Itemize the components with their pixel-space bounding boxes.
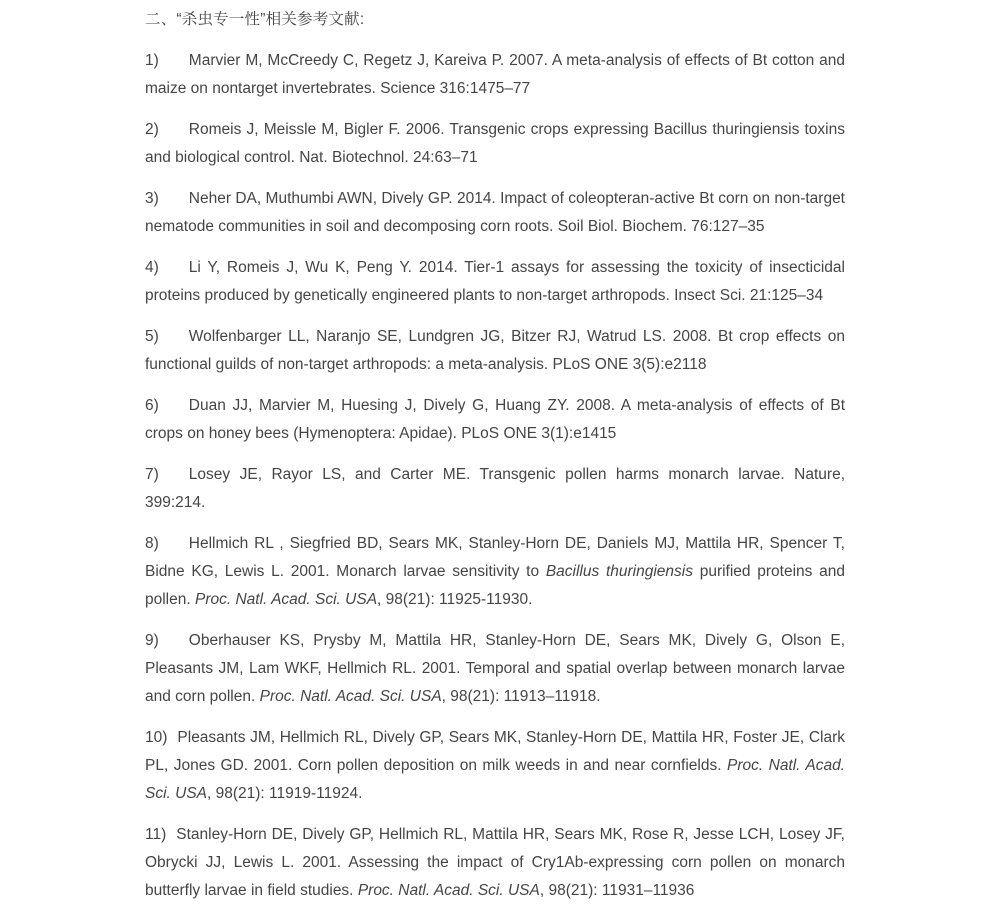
reference-number: 8) — [145, 535, 159, 552]
reference-number: 2) — [145, 121, 159, 138]
reference-number: 3) — [145, 190, 159, 207]
number-text-gap — [159, 478, 189, 479]
reference-text: , 98(21): 11931–11936 — [539, 882, 695, 899]
reference-text-italic: Bacillus thuringiensis — [545, 563, 693, 580]
reference-number: 10) — [145, 729, 168, 746]
reference-text-italic: Proc. Natl. Acad. Sci. USA — [194, 591, 378, 608]
reference-text: Neher DA, Muthumbi AWN, Dively GP. 2014. Impact of coleopteran-active Bt corn on non-target nematode communities in soil and decomposing corn roots. Soil Biol. Biochem. 76:127–35 — [145, 190, 845, 235]
reference-text: Stanley-Horn DE, Dively GP, Hellmich RL, Mattila HR, Sears MK, Rose R, Jesse LCH, Losey JF, Obrycki JJ, Lewis L. 2001. Assessing the impact of Cry1Ab-expressing corn pollen on monarch butterfly larvae in field studies. — [145, 826, 845, 899]
reference-text-italic: Proc. Natl. Acad. Sci. USA — [259, 688, 442, 705]
reference-item — [145, 116, 845, 172]
number-text-gap — [159, 64, 189, 65]
reference-item — [145, 323, 845, 379]
document-page — [145, 6, 845, 905]
reference-text: , 98(21): 11925-11930. — [377, 591, 533, 608]
reference-text: Marvier M, McCreedy C, Regetz J, Kareiva P. 2007. A meta-analysis of effects of Bt cotton and maize on nontarget invertebrates. Science 316:1475–77 — [145, 52, 845, 97]
reference-number: 1) — [145, 52, 159, 69]
number-text-gap — [159, 340, 189, 341]
number-text-gap — [159, 644, 189, 645]
reference-list — [145, 47, 845, 905]
reference-text: Wolfenbarger LL, Naranjo SE, Lundgren JG, Bitzer RJ, Watrud LS. 2008. Bt crop effects on functional guilds of non-target arthropods: a meta-analysis. PLoS ONE 3(5):e2118 — [145, 328, 845, 373]
reference-number: 5) — [145, 328, 159, 345]
reference-text: Duan JJ, Marvier M, Huesing J, Dively G, Huang ZY. 2008. A meta-analysis of effects of Bt crops on honey bees (Hymenoptera: Apidae). PLoS ONE 3(1):e1415 — [145, 397, 845, 442]
reference-item — [145, 724, 845, 808]
reference-text: , 98(21): 11913–11918. — [441, 688, 601, 705]
reference-text-italic: Proc. Natl. Acad. Sci. USA — [145, 757, 845, 802]
reference-item — [145, 254, 845, 310]
reference-text: Li Y, Romeis J, Wu K, Peng Y. 2014. Tier-1 assays for assessing the toxicity of insecticidal proteins produced by genetically engineered plants to non-target arthropods. Insect Sci. 21:125–34 — [145, 259, 845, 304]
number-text-gap — [167, 741, 177, 742]
reference-text: Romeis J, Meissle M, Bigler F. 2006. Transgenic crops expressing Bacillus thuringiensis toxins and biological control. Nat. Biotechnol. 24:63–71 — [145, 121, 845, 166]
reference-text-italic: Proc. Natl. Acad. Sci. USA — [357, 882, 540, 899]
number-text-gap — [166, 838, 176, 839]
number-text-gap — [159, 202, 189, 203]
reference-number: 11) — [145, 826, 167, 843]
reference-item — [145, 185, 845, 241]
reference-item — [145, 530, 845, 614]
reference-number: 9) — [145, 632, 159, 649]
reference-text: Pleasants JM, Hellmich RL, Dively GP, Sears MK, Stanley-Horn DE, Mattila HR, Foster JE, Clark PL, Jones GD. 2001. Corn pollen deposition on milk weeds in and near cornfields. — [145, 729, 845, 774]
reference-number: 7) — [145, 466, 159, 483]
reference-item — [145, 392, 845, 448]
number-text-gap — [159, 271, 189, 272]
number-text-gap — [159, 133, 189, 134]
reference-text: Losey JE, Rayor LS, and Carter ME. Transgenic pollen harms monarch larvae. Nature, 399:214. — [145, 466, 845, 511]
reference-number: 4) — [145, 259, 159, 276]
number-text-gap — [159, 409, 189, 410]
reference-text: Hellmich RL , Siegfried BD, Sears MK, Stanley-Horn DE, Daniels MJ, Mattila HR, Spencer T, Bidne KG, Lewis L. 2001. Monarch larvae sensitivity to — [145, 535, 845, 580]
reference-item — [145, 461, 845, 517]
reference-item — [145, 821, 845, 905]
section-heading: 二、“杀虫专一性”相关参考文献: — [145, 11, 365, 28]
reference-text: , 98(21): 11919-11924. — [207, 785, 363, 802]
reference-number: 6) — [145, 397, 159, 414]
reference-text: Oberhauser KS, Prysby M, Mattila HR, Stanley-Horn DE, Sears MK, Dively G, Olson E, Pleasants JM, Lam WKF, Hellmich RL. 2001. Temporal and spatial overlap between monarch larvae and corn pollen. — [145, 632, 845, 705]
reference-item — [145, 47, 845, 103]
reference-text: purified proteins and pollen. — [145, 563, 845, 608]
reference-item — [145, 627, 845, 711]
number-text-gap — [159, 547, 189, 548]
